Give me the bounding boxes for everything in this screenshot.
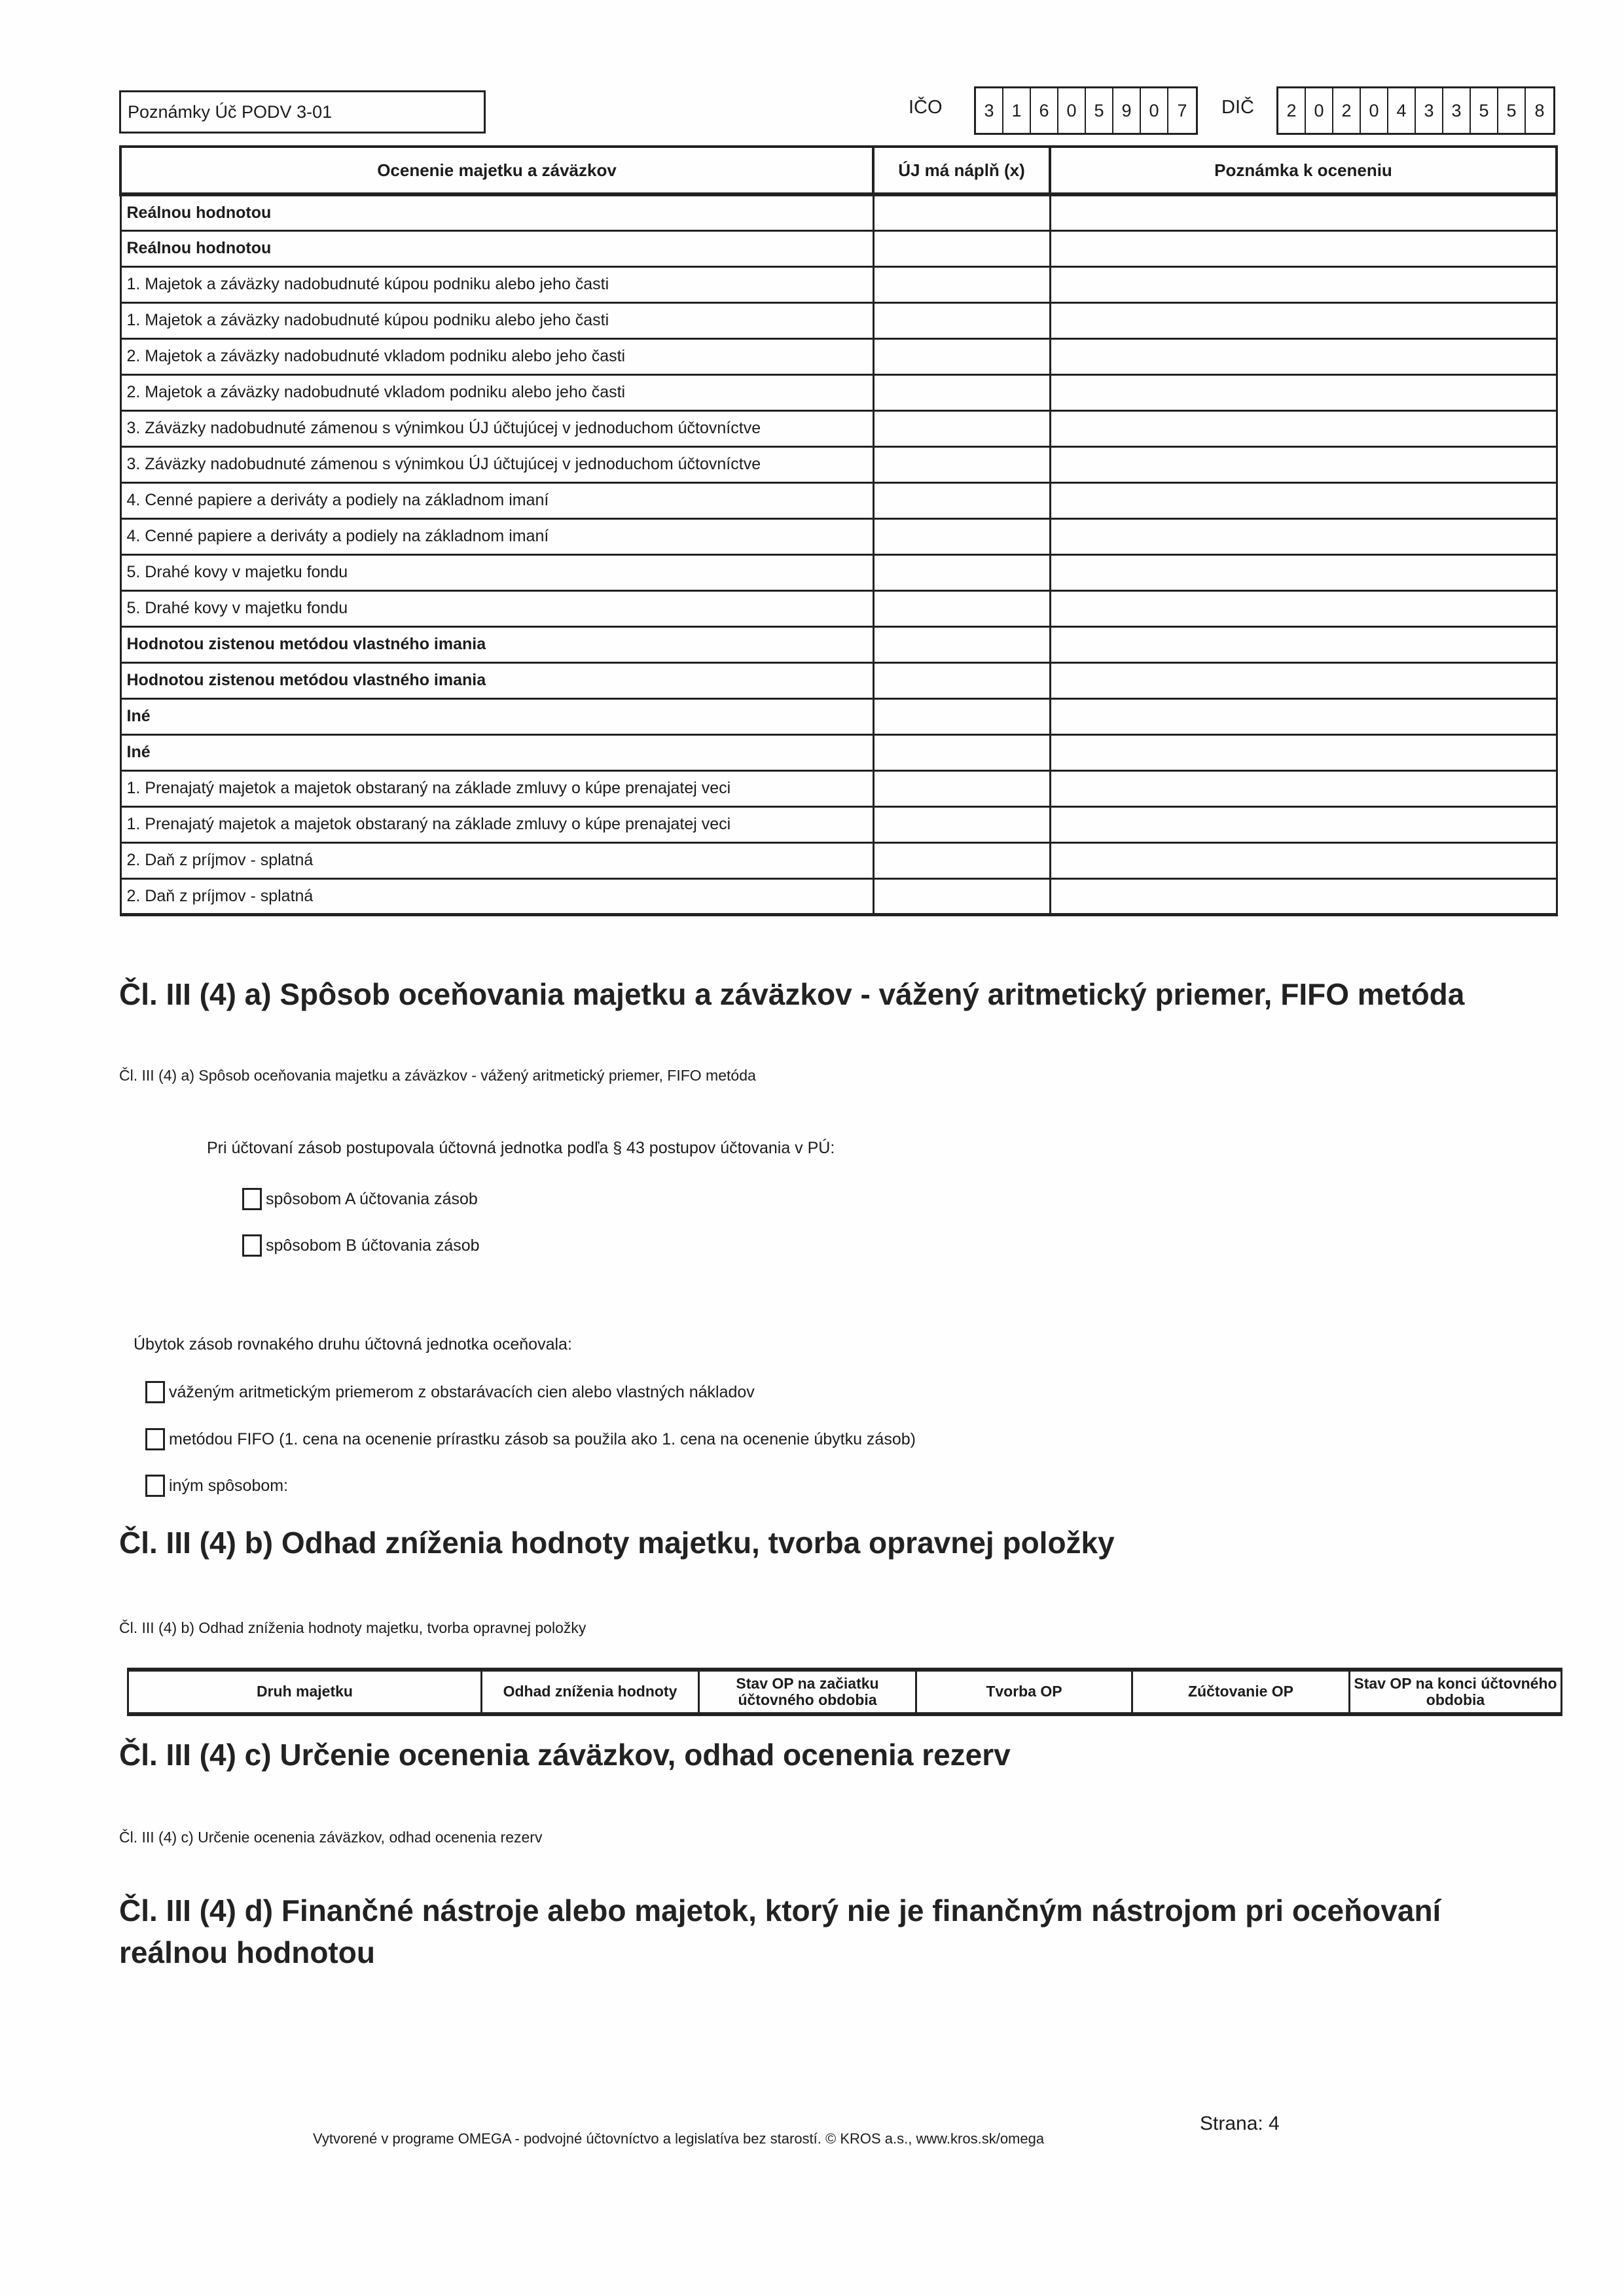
section-c-subheading: Čl. III (4) c) Určenie ocenenia záväzkov, odhad ocenenia rezerv (119, 1829, 543, 1846)
column-header-op-end: Stav OP na konci účtovného obdobia (1350, 1670, 1562, 1714)
row-label: Iné (120, 734, 873, 770)
dic-label: DIČ (1221, 97, 1254, 118)
row-label: 1. Prenajatý majetok a majetok obstaraný na základe zmluvy o kúpe prenajatej veci (120, 806, 873, 842)
dic-digit[interactable]: 4 (1388, 88, 1416, 133)
has-content-cell[interactable] (873, 338, 1050, 374)
table-row (120, 194, 1557, 230)
table-row (120, 698, 1557, 734)
option-method-a-label: spôsobom A účtovania zásob (266, 1189, 478, 1208)
row-label: Reálnou hodnotou (120, 194, 873, 230)
row-label: Reálnou hodnotou (120, 230, 873, 266)
note-cell[interactable] (1050, 662, 1557, 698)
option-fifo[interactable] (145, 1428, 916, 1450)
note-cell[interactable] (1050, 482, 1557, 518)
footer-credit: Vytvorené v programe OMEGA - podvojné účtovníctvo a legislatíva bez starostí. © KROS a.s., www.kros.sk/omega (313, 2130, 1045, 2147)
table-row (120, 806, 1557, 842)
dic-field[interactable] (1276, 86, 1555, 135)
column-header-op-settlement: Zúčtovanie OP (1132, 1670, 1350, 1714)
column-header-op-creation: Tvorba OP (916, 1670, 1132, 1714)
page-number: Strana: 4 (1200, 2113, 1280, 2134)
note-cell[interactable] (1050, 842, 1557, 878)
row-label: 2. Daň z príjmov - splatná (120, 878, 873, 914)
table-row (120, 446, 1557, 482)
note-cell[interactable] (1050, 626, 1557, 662)
dic-digit[interactable]: 5 (1471, 88, 1498, 133)
document-label: Poznámky Úč PODV 3-01 (128, 101, 333, 122)
inventory-decrease-question: Úbytok zásob rovnakého druhu účtovná jednotka oceňovala: (134, 1335, 572, 1354)
has-content-cell[interactable] (873, 590, 1050, 626)
row-label: 2. Daň z príjmov - splatná (120, 842, 873, 878)
column-header-has-content: ÚJ má náplň (x) (873, 147, 1050, 194)
has-content-cell[interactable] (873, 806, 1050, 842)
ico-digit[interactable]: 0 (1058, 88, 1086, 133)
row-label: Hodnotou zistenou metódou vlastného imania (120, 626, 873, 662)
note-cell[interactable] (1050, 770, 1557, 806)
row-label: Iné (120, 698, 873, 734)
checkbox-weighted-average[interactable] (145, 1381, 165, 1403)
ico-digit[interactable]: 0 (1141, 88, 1168, 133)
ico-digit[interactable]: 1 (1003, 88, 1031, 133)
dic-digit[interactable]: 2 (1278, 88, 1306, 133)
table-row (120, 518, 1557, 554)
valuation-table (119, 145, 1558, 916)
row-label: Hodnotou zistenou metódou vlastného imania (120, 662, 873, 698)
has-content-cell[interactable] (873, 302, 1050, 338)
ico-field[interactable] (974, 86, 1198, 135)
table-row (120, 842, 1557, 878)
has-content-cell[interactable] (873, 842, 1050, 878)
note-cell[interactable] (1050, 266, 1557, 302)
note-cell[interactable] (1050, 446, 1557, 482)
column-header-op-start: Stav OP na začiatku účtovného obdobia (699, 1670, 916, 1714)
has-content-cell[interactable] (873, 698, 1050, 734)
option-method-a[interactable] (242, 1188, 478, 1210)
has-content-cell[interactable] (873, 734, 1050, 770)
dic-digit[interactable]: 3 (1416, 88, 1443, 133)
table-row (120, 554, 1557, 590)
column-header-impairment-estimate: Odhad zníženia hodnoty (482, 1670, 699, 1714)
note-cell[interactable] (1050, 194, 1557, 230)
checkbox-method-a[interactable] (242, 1188, 262, 1210)
note-cell[interactable] (1050, 374, 1557, 410)
option-weighted-average[interactable] (145, 1381, 755, 1403)
note-cell[interactable] (1050, 410, 1557, 446)
section-d-heading-line1: Čl. III (4) d) Finančné nástroje alebo majetok, ktorý nie je finančným nástrojom pri oceňovaní (119, 1893, 1441, 1928)
row-label: 1. Majetok a záväzky nadobudnuté kúpou podniku alebo jeho časti (120, 266, 873, 302)
has-content-cell[interactable] (873, 410, 1050, 446)
has-content-cell[interactable] (873, 230, 1050, 266)
has-content-cell[interactable] (873, 626, 1050, 662)
section-a-subheading: Čl. III (4) a) Spôsob oceňovania majetku a záväzkov - vážený aritmetický priemer, FIFO metóda (119, 1067, 756, 1084)
note-cell[interactable] (1050, 878, 1557, 914)
table-row (120, 230, 1557, 266)
inventory-method-question: Pri účtovaní zásob postupovala účtovná jednotka podľa § 43 postupov účtovania v PÚ: (207, 1139, 835, 1157)
has-content-cell[interactable] (873, 554, 1050, 590)
row-label: 3. Záväzky nadobudnuté zámenou s výnimkou ÚJ účtujúcej v jednoduchom účtovníctve (120, 410, 873, 446)
ico-digit[interactable]: 5 (1086, 88, 1113, 133)
table-row (120, 590, 1557, 626)
ico-label: IČO (909, 97, 943, 118)
row-label: 2. Majetok a záväzky nadobudnuté vkladom podniku alebo jeho časti (120, 374, 873, 410)
ico-digit[interactable]: 7 (1177, 100, 1187, 120)
table-row (120, 626, 1557, 662)
table-row (120, 482, 1557, 518)
note-cell[interactable] (1050, 230, 1557, 266)
ico-digit[interactable]: 9 (1113, 88, 1141, 133)
ico-digit[interactable]: 6 (1031, 88, 1058, 133)
table-row (120, 302, 1557, 338)
dic-digit[interactable]: 3 (1443, 88, 1471, 133)
section-b-heading: Čl. III (4) b) Odhad zníženia hodnoty majetku, tvorba opravnej položky (119, 1526, 1115, 1560)
table-row (120, 770, 1557, 806)
checkbox-fifo[interactable] (145, 1428, 165, 1450)
column-header-note: Poznámka k oceneniu (1050, 147, 1557, 194)
option-other-method-label: iným spôsobom: (169, 1476, 289, 1495)
ico-digit[interactable]: 3 (976, 88, 1003, 133)
dic-digit[interactable]: 5 (1498, 88, 1526, 133)
row-label: 5. Drahé kovy v majetku fondu (120, 590, 873, 626)
row-label: 5. Drahé kovy v majetku fondu (120, 554, 873, 590)
valuation-table-header (120, 147, 1557, 194)
row-label: 4. Cenné papiere a deriváty a podiely na základnom imaní (120, 482, 873, 518)
has-content-cell[interactable] (873, 878, 1050, 914)
checkbox-method-b[interactable] (242, 1234, 262, 1257)
note-cell[interactable] (1050, 338, 1557, 374)
table-row (120, 266, 1557, 302)
table-row (120, 338, 1557, 374)
section-c-heading: Čl. III (4) c) Určenie ocenenia záväzkov, odhad ocenenia rezerv (119, 1738, 1011, 1772)
table-row (120, 878, 1557, 914)
note-cell[interactable] (1050, 734, 1557, 770)
option-other-method[interactable] (145, 1475, 288, 1497)
note-cell[interactable] (1050, 554, 1557, 590)
row-label: 1. Majetok a záväzky nadobudnuté kúpou podniku alebo jeho časti (120, 302, 873, 338)
dic-digit[interactable]: 2 (1333, 88, 1361, 133)
document-label-box (119, 90, 486, 134)
note-cell[interactable] (1050, 518, 1557, 554)
table-row (120, 662, 1557, 698)
option-method-b-label: spôsobom B účtovania zásob (266, 1236, 480, 1255)
has-content-cell[interactable] (873, 482, 1050, 518)
table-row (120, 374, 1557, 410)
checkbox-other-method[interactable] (145, 1475, 165, 1497)
column-header-asset-type: Druh majetku (128, 1670, 482, 1714)
option-weighted-average-label: váženým aritmetickým priemerom z obstarávacích cien alebo vlastných nákladov (169, 1382, 755, 1401)
note-cell[interactable] (1050, 698, 1557, 734)
impairment-table-header (128, 1670, 1562, 1714)
dic-digit[interactable]: 0 (1361, 88, 1388, 133)
row-label: 1. Prenajatý majetok a majetok obstaraný na základe zmluvy o kúpe prenajatej veci (120, 770, 873, 806)
has-content-cell[interactable] (873, 194, 1050, 230)
row-label: 2. Majetok a záväzky nadobudnuté vkladom podniku alebo jeho časti (120, 338, 873, 374)
dic-digit[interactable]: 8 (1534, 100, 1545, 120)
has-content-cell[interactable] (873, 662, 1050, 698)
option-method-b[interactable] (242, 1234, 480, 1257)
section-b-subheading: Čl. III (4) b) Odhad zníženia hodnoty majetku, tvorba opravnej položky (119, 1619, 586, 1636)
has-content-cell[interactable] (873, 770, 1050, 806)
has-content-cell[interactable] (873, 518, 1050, 554)
note-cell[interactable] (1050, 590, 1557, 626)
row-label: 3. Záväzky nadobudnuté zámenou s výnimkou ÚJ účtujúcej v jednoduchom účtovníctve (120, 446, 873, 482)
table-row (120, 734, 1557, 770)
column-header-valuation: Ocenenie majetku a záväzkov (120, 147, 873, 194)
impairment-table (127, 1668, 1562, 1716)
option-fifo-label: metódou FIFO (1. cena na ocenenie prírastku zásob sa použila ako 1. cena na ocenenie úbytku zásob) (169, 1429, 916, 1448)
dic-digit[interactable]: 0 (1306, 88, 1333, 133)
section-a-heading: Čl. III (4) a) Spôsob oceňovania majetku a záväzkov - vážený aritmetický priemer, FIFO metóda (119, 977, 1465, 1011)
row-label: 4. Cenné papiere a deriváty a podiely na základnom imaní (120, 518, 873, 554)
table-row (120, 410, 1557, 446)
has-content-cell[interactable] (873, 374, 1050, 410)
note-cell[interactable] (1050, 302, 1557, 338)
has-content-cell[interactable] (873, 266, 1050, 302)
section-d-heading-line2: reálnou hodnotou (119, 1935, 375, 1969)
note-cell[interactable] (1050, 806, 1557, 842)
has-content-cell[interactable] (873, 446, 1050, 482)
